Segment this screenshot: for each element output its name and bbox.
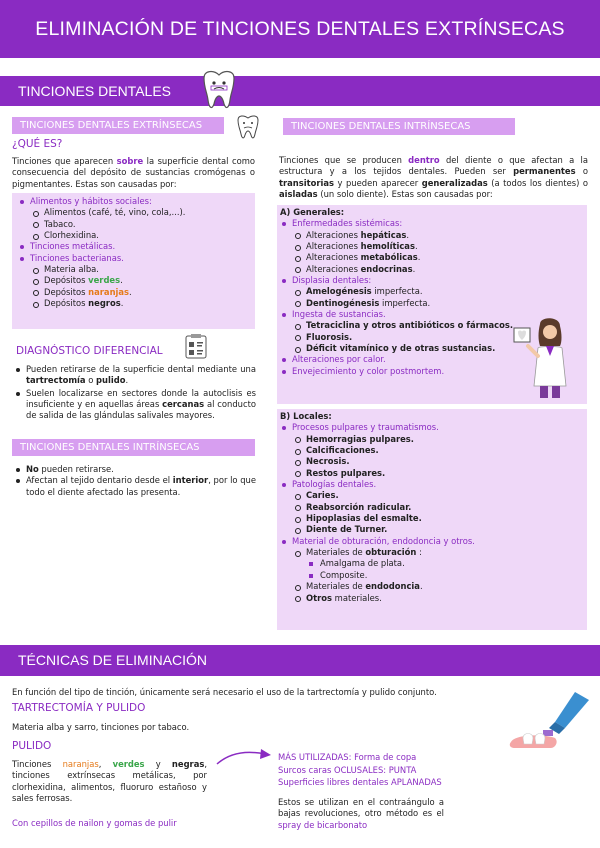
amelogenesis: Amelogénesis (306, 286, 372, 297)
intro-dentro: dentro (408, 155, 440, 165)
dep-text: Depósitos (44, 298, 89, 309)
dep-dot: . (129, 286, 132, 297)
alt-hemoliticas: hemolíticas (360, 241, 415, 252)
hemorragias: Hemorragias pulpares. (306, 433, 414, 444)
alt-text: Alteraciones (306, 263, 361, 274)
intr-text: , por lo que todo el diente afectado las presenta. (26, 475, 256, 497)
alt-text: Alteraciones (306, 241, 361, 252)
pul-verdes: verdes (112, 759, 145, 769)
intro-text: o (575, 166, 588, 177)
mat-text: Materiales de (306, 547, 366, 558)
intrinsecas-left-pill-label: TINCIONES DENTALES INTRÍNSECAS (20, 441, 200, 453)
list-item (280, 593, 587, 604)
alimentos-item: Clorhexidina. (44, 230, 99, 241)
imperfecta-text: imperfecta. (379, 297, 431, 308)
displasia-label: Displasia dentales: (292, 275, 372, 286)
dep-dot: . (120, 275, 123, 286)
intrinsecas-intro (279, 155, 588, 200)
dentist-illustration (510, 316, 580, 400)
extrinsecas-pill (12, 117, 224, 134)
diag-text: . (125, 375, 129, 386)
list-item (280, 218, 587, 229)
procesos-label: Procesos pulpares y traumatismos. (292, 422, 439, 433)
intro-permanentes: permanentes (513, 166, 576, 177)
section-tecnicas-band (0, 645, 600, 676)
dep-naranjas: naranjas (88, 286, 130, 297)
locales-box (277, 409, 587, 630)
diag-text: Suelen localizarse en sectores donde la autoclisis es insuficiente y en aquellas áreas (26, 387, 256, 410)
list-item (18, 253, 255, 264)
tetraciclina: Tetraciclina y otros antibióticos o fármacos. (306, 320, 514, 331)
page-title: ELIMINACIÓN DE TINCIONES DENTALES EXTRÍNSECAS (35, 17, 565, 40)
pul-text: Tinciones (12, 759, 63, 769)
intr-text: Afectan al tejido dentario desde el (26, 475, 173, 486)
polisher-illustration (505, 688, 593, 754)
locales-heading: B) Locales: (280, 411, 332, 421)
pul-negras: negras (171, 759, 205, 769)
list-item (280, 434, 587, 445)
list-item (18, 275, 255, 286)
sistemicas-label: Enfermedades sistémicas: (292, 218, 403, 229)
contra-text: Estos se utilizan en el contraángulo a bajas revoluciones, otro método es el (278, 797, 444, 819)
mat-endodoncia: endodoncia (365, 581, 420, 592)
list-item (280, 422, 587, 433)
envejecimiento-label: Envejecimiento y color postmortem. (292, 365, 445, 376)
list-item (280, 502, 587, 513)
intro-transitorias: transitorias (279, 177, 334, 188)
tartrectomia-heading: TARTRECTOMÍA Y PULIDO (12, 702, 146, 714)
list-item (14, 364, 256, 387)
metalicas-label: Tinciones metálicas. (30, 241, 116, 252)
pulido-heading: PULIDO (12, 740, 52, 752)
list-item (280, 524, 587, 535)
list-item (280, 230, 587, 241)
list-item (280, 547, 587, 558)
list-item (280, 456, 587, 467)
mat-obturacion: obturación (365, 547, 417, 558)
clipboard-icon (184, 333, 208, 359)
bacterianas-label: Tinciones bacterianas. (30, 252, 124, 263)
calcificaciones: Calcificaciones. (306, 445, 379, 456)
spray-bicarbonato: spray de bicarbonato (278, 819, 368, 830)
diagnostico-list (14, 364, 256, 422)
intrinsecas-left-pill (12, 439, 255, 456)
fluorosis: Fluorosis. (306, 331, 353, 342)
list-item (280, 275, 587, 286)
list-item (18, 287, 255, 298)
section-tecnicas-title: TÉCNICAS DE ELIMINACIÓN (18, 652, 208, 669)
list-item (14, 475, 256, 498)
tooth-icon (196, 68, 242, 114)
hipoplasias: Hipoplasias del esmalte. (306, 513, 422, 524)
intrinsecas-left-list (14, 464, 256, 498)
patologias-label: Patologías dentales. (292, 479, 377, 490)
list-item (280, 286, 587, 297)
extrinsecas-intro (12, 156, 255, 190)
list-item (280, 298, 587, 309)
otros-text: materiales. (332, 592, 382, 603)
alt-dot: . (414, 241, 418, 252)
pul-naranjas: naranjas (62, 759, 99, 769)
list-item (18, 230, 255, 241)
section-tinciones-title: TINCIONES DENTALES (18, 82, 171, 99)
mat-text: : (416, 547, 422, 558)
extrinsecas-pill-label: TINCIONES DENTALES EXTRÍNSECAS (20, 119, 203, 131)
superficies-libres: Superficies libres dentales APLANADAS (278, 777, 442, 788)
caries: Caries. (306, 490, 339, 501)
intr-no: No (26, 464, 39, 474)
cepillos-text: Con cepillos de nailon y gomas de pulir (12, 818, 177, 828)
tartrectomia-text: Materia alba y sarro, tinciones por tabaco. (12, 722, 190, 732)
list-item (18, 298, 255, 309)
list-item (280, 490, 587, 501)
dep-text: Depósitos (44, 275, 89, 286)
calor-label: Alteraciones por calor. (292, 354, 386, 365)
material-label: Material de obturación, endodoncia y otros. (292, 535, 475, 546)
contraangulo-text (278, 797, 444, 831)
list-item (14, 464, 256, 475)
alt-hepaticas: hepáticas (360, 229, 407, 240)
deficit: Déficit vitamínico y de otras sustancias. (306, 343, 496, 354)
causas-box (12, 193, 255, 329)
list-item (18, 219, 255, 230)
intro-text-c: la superficie dental como consecuencia del depósito de sustancias cromógenas o pigmentantes. Estas son causadas por: (12, 156, 255, 189)
alimentos-item: Alimentos (café, té, vino, cola,...). (44, 207, 186, 218)
intro-text: (a todos los dientes) o (487, 177, 588, 188)
mat-text: . (419, 581, 423, 592)
alimentos-label: Alimentos y hábitos sociales: (30, 196, 152, 206)
list-item (18, 196, 255, 207)
amalgama: Amalgama de plata. (320, 558, 405, 569)
diag-text: Pueden retirarse de la superficie dental mediante una (26, 364, 256, 374)
title-banner (0, 0, 600, 58)
pul-text: , (98, 759, 113, 769)
copas-info (278, 751, 442, 789)
pul-text: , tinciones extrínsecas metálicas, por clorhexidina, alimentos, fluoruro estañoso y sales ferrosas. (12, 759, 207, 804)
alimentos-item: Tabaco. (44, 218, 76, 229)
list-item (280, 513, 587, 524)
list-item (280, 264, 587, 275)
intro-text: (un solo diente). Estas son causadas por: (317, 189, 493, 200)
alt-dot: . (417, 252, 421, 263)
intrinsecas-pill (283, 118, 515, 135)
restos-pulpares: Restos pulpares. (306, 467, 386, 478)
dep-text: Depósitos (44, 286, 89, 297)
list-item (280, 570, 587, 581)
sad-tooth-icon (234, 114, 262, 140)
arrow-icon (215, 746, 277, 768)
list-item (280, 536, 587, 547)
list-item (280, 581, 587, 592)
alt-text: Alteraciones (306, 252, 361, 263)
list-item (280, 468, 587, 479)
generales-heading: A) Generales: (280, 207, 345, 217)
dep-verdes: verdes (88, 275, 121, 286)
section-tinciones-band (0, 76, 600, 106)
list-item (280, 558, 587, 569)
reabsorcion: Reabsorción radicular. (306, 501, 412, 512)
list-item (14, 388, 256, 422)
alt-text: Alteraciones (306, 229, 361, 240)
mas-utilizadas: MÁS UTILIZADAS: Forma de copa (278, 752, 417, 762)
necrosis: Necrosis. (306, 456, 350, 467)
materia-alba: Materia alba. (44, 264, 99, 275)
intro-text: Tinciones que se producen (279, 155, 409, 165)
dep-dot: . (120, 298, 124, 309)
alt-dot: . (406, 229, 410, 240)
otros: Otros (306, 592, 332, 603)
list-item (280, 445, 587, 456)
intr-text: pueden retirarse. (38, 464, 114, 474)
ingesta-label: Ingesta de sustancias. (292, 309, 386, 320)
diag-cercanas: cercanas (162, 399, 205, 410)
mat-text: Materiales de (306, 581, 366, 592)
diag-pulido: pulido (96, 375, 126, 386)
imperfecta-text: imperfecta. (371, 286, 423, 297)
dentinogenesis: Dentinogénesis (306, 297, 380, 308)
list-item (18, 207, 255, 218)
alt-endocrinas: endocrinas (360, 263, 413, 274)
diag-text: al conducto de salida de las glándulas salivales mayores. (26, 399, 256, 421)
intro-aisladas: aisladas (279, 189, 318, 200)
alt-metabolicas: metabólicas (360, 252, 418, 263)
intr-interior: interior (172, 475, 209, 486)
tecnicas-intro: En función del tipo de tinción, únicamente será necesario el uso de la tartrectomía y pulido conjunto. (12, 687, 437, 697)
intrinsecas-pill-label: TINCIONES DENTALES INTRÍNSECAS (291, 120, 471, 132)
composite: Composite. (320, 569, 368, 580)
intro-text: del diente o que afectan a la estructura y a los tejidos dentales. Pueden ser (279, 155, 588, 177)
que-es-heading: ¿QUÉ ES? (12, 138, 63, 150)
diag-text: o (85, 375, 97, 386)
list-item (280, 479, 587, 490)
intro-generalizadas: generalizadas (421, 177, 488, 188)
intro-sobre: sobre (116, 156, 144, 166)
pul-text: y (144, 759, 172, 769)
list-item (280, 241, 587, 252)
intro-text: y pueden aparecer (334, 177, 422, 188)
pulido-text (12, 759, 207, 804)
surcos-oclusales: Surcos caras OCLUSALES: PUNTA (278, 764, 417, 775)
dep-negros: negros (88, 298, 121, 309)
diag-tartrectomia: tartrectomía (26, 375, 86, 386)
intro-text-a: Tinciones que aparecen (12, 156, 117, 166)
turner: Diente de Turner. (306, 524, 388, 535)
list-item (18, 264, 255, 275)
diagnostico-heading: DIAGNÓSTICO DIFERENCIAL (16, 345, 163, 357)
alt-dot: . (412, 263, 416, 274)
list-item (18, 241, 255, 252)
list-item (280, 252, 587, 263)
